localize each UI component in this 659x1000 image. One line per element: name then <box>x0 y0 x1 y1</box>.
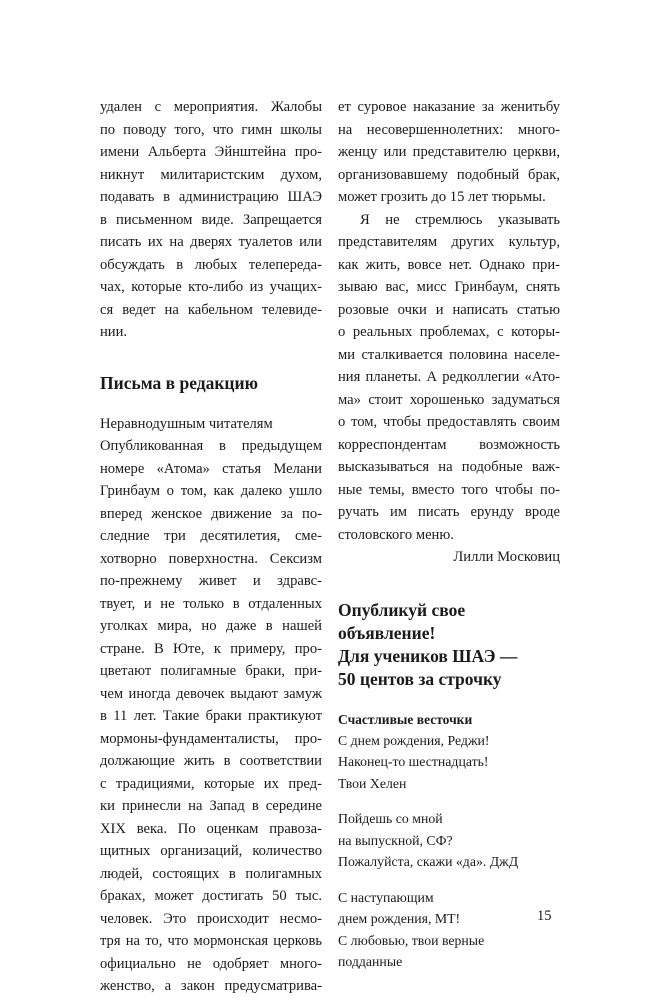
text-line: зываю вас, мисс Гринбаум, снять <box>338 279 560 295</box>
ad-line: Твои Хелен <box>338 775 407 791</box>
text-line: обсуждать в любых телепереда- <box>100 256 322 273</box>
text-line: организовавшему подобный брак, <box>338 166 560 183</box>
text-line: тря на то, что мормонская церковь <box>100 933 322 949</box>
text-line: XIX века. По оценкам правоза- <box>100 820 322 837</box>
text-line: твует, и не только в отдаленных <box>100 595 322 612</box>
ad-line: С днем рождения, Реджи! <box>338 732 490 748</box>
ad-line: Пойдешь со мной <box>338 811 443 826</box>
text-line: следние три десятилетия, сме- <box>100 528 322 544</box>
letter-signature: Лилли Московиц <box>453 549 560 565</box>
right-paragraph-1 <box>338 96 560 209</box>
text-line: Опубликованная в предыдущем <box>100 438 322 454</box>
ads-section-title: Счастливые весточки <box>338 711 473 727</box>
text-line: Гринбаум о том, как далеко ушло <box>100 483 322 499</box>
text-line: никнут милитаристским духом, <box>100 166 322 183</box>
text-line: в 11 лет. Такие браки практикуют <box>100 708 322 724</box>
text-line: в письменном виде. Запрещается <box>100 211 322 228</box>
ad-line: днем рождения, МТ! <box>338 911 461 926</box>
page-number: 15 <box>537 908 552 924</box>
ad-line: Наконец-то шестнадцать! <box>338 754 489 769</box>
text-line: человек. Это происходит несмо- <box>100 910 322 927</box>
ad-line: С наступающим <box>338 889 434 905</box>
text-line: должающие жить в соответствии <box>100 753 322 769</box>
text-line: о реальных проблемах, с которы- <box>338 324 560 340</box>
left-column <box>100 96 322 998</box>
classified-ad-2 <box>338 808 560 873</box>
text-line: ния планеты. А редколлегии «Ато- <box>338 369 560 385</box>
text-line: женцу или представителю церкви, <box>338 144 560 160</box>
right-column <box>338 96 560 973</box>
text-line: по поводу того, что гимн школы <box>100 121 322 138</box>
text-line: розовые очки и написать статью <box>338 301 560 318</box>
text-line: мормоны-фундаменталисты, про- <box>100 730 322 747</box>
text-line: номере «Атома» статья Мелани <box>100 460 322 477</box>
section-heading: Письма в редакцию <box>100 372 258 393</box>
text-line: ма» стоит хорошенько задуматься <box>338 391 560 408</box>
ad-heading <box>338 599 560 691</box>
text-line: может грозить до 15 лет тюрьмы. <box>338 189 546 205</box>
text-line: по-прежнему живет и здравс- <box>100 573 322 589</box>
text-line: представителям других культур, <box>338 234 560 250</box>
text-line: писать их на дверях туалетов или <box>100 234 322 250</box>
text-line: имени Альберта Эйнштейна про- <box>100 144 322 160</box>
text-line: ки принесли на Запад в середине <box>100 798 322 814</box>
ad-line: Пожалуйста, скажи «да». ДжД <box>338 854 519 869</box>
ad-heading-line: 50 центов за строчку <box>338 668 502 689</box>
text-line: столовского меню. <box>338 526 454 543</box>
text-line: ные темы, вместо того чтобы по- <box>338 481 560 498</box>
classified-ad-1 <box>338 730 560 795</box>
ad-line: подданные <box>338 954 403 969</box>
text-line: с традициями, которые их пред- <box>100 775 322 792</box>
text-line: о том, чтобы предоставлять своим <box>338 414 560 430</box>
text-line: высказываться на подобные важ- <box>338 459 560 475</box>
text-line: вперед женское движение за по- <box>100 505 322 522</box>
text-line: уголках мира, но даже в нашей <box>100 618 322 634</box>
text-line: нии. <box>100 324 128 340</box>
ad-heading-line: объявление! <box>338 622 436 643</box>
letter-subtitle: Неравнодушным читателям <box>100 415 273 432</box>
text-line: удален с мероприятия. Жалобы <box>100 99 322 115</box>
ad-heading-line: Опубликуй свое <box>338 599 466 620</box>
text-line: стране. В Юте, к примеру, про- <box>100 640 322 657</box>
text-line: Я не стремлюсь указывать <box>360 211 560 228</box>
ad-line: С любовью, твои верные <box>338 932 485 948</box>
ad-line: на выпускной, СФ? <box>338 832 453 848</box>
text-line: чах, которые кто-либо из учащих- <box>100 279 322 295</box>
left-paragraph-2 <box>100 435 322 998</box>
text-line: цветают полигамные браки, при- <box>100 663 322 679</box>
ad-heading-line: Для учеников ШАЭ — <box>338 645 518 666</box>
text-line: подавать в администрацию ШАЭ <box>100 189 322 205</box>
text-line: браках, может достигать 50 тыс. <box>100 888 322 904</box>
text-line: людей, состоящих в полигамных <box>100 865 322 882</box>
text-line: чем иногда девочек выдают замуж <box>100 685 322 702</box>
classified-ad-3 <box>338 887 560 973</box>
text-line: на несовершеннолетних: много- <box>338 121 560 138</box>
text-line: хотворно поверхностна. Сексизм <box>100 550 322 567</box>
text-line: ет суровое наказание за женитьбу <box>338 99 560 115</box>
text-line: ручать им писать ерунду вроде <box>338 504 560 520</box>
text-line: женство, а закон предусматрива- <box>100 978 322 994</box>
text-line: ся ведет на кабельном телевиде- <box>100 301 322 318</box>
text-line: как жить, вовсе нет. Однако при- <box>338 256 560 273</box>
text-line: щитных организаций, количество <box>100 843 322 859</box>
text-line: ми сталкивается половина населе- <box>338 346 560 363</box>
text-line: официально не одобряет много- <box>100 955 322 972</box>
text-line: корреспондентам возможность <box>338 436 560 453</box>
left-paragraph-1 <box>100 96 322 344</box>
right-paragraph-2 <box>338 209 560 547</box>
